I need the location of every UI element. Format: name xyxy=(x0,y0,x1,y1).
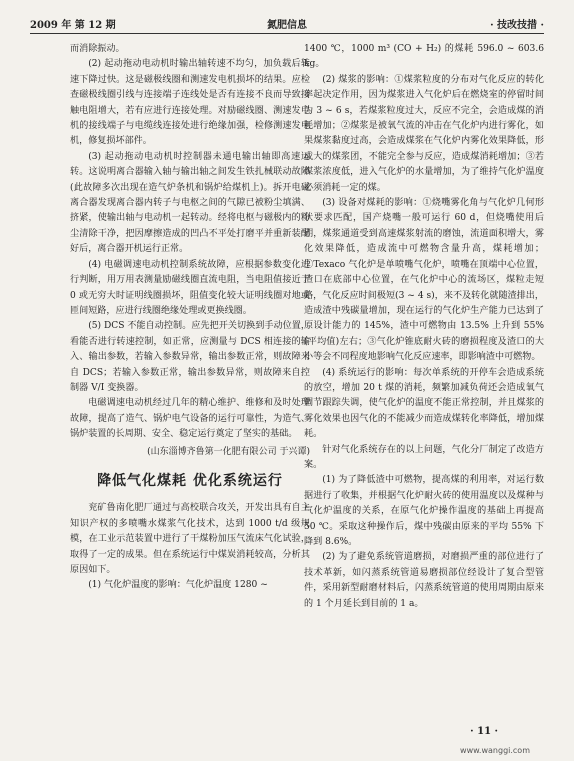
right-column xyxy=(304,42,544,612)
left-column xyxy=(70,42,310,594)
issue-label: 2009 年 第 12 期 xyxy=(30,19,116,31)
page-number: · 11 · xyxy=(470,726,498,737)
paragraph: 而消除振动。 xyxy=(70,44,125,54)
paragraph: 兖矿鲁南化肥厂通过与高校联合攻关，开发出具有自主知识产权的多喷嘴水煤浆气化技术，达到 1000 t/d 级规模，在工业示范装置中进行了干煤粉加压气流床气化试验，取得了一定的成果。但在系统运行中煤炭消耗较高，分析其原因如下。 xyxy=(70,503,310,575)
paragraph: (3) 起动拖动电动机时控制器未通电输出轴即高速运转。这说明离合器输入轴与输出轴之间发生铁扎械联动故障(此故障多次出现在造气炉条机和锅炉给煤机上)。拆开电磁离合器发现离合器内转子与电枢之间的气隙已被粉尘填满、挤紧，使输出轴与电动机一起转动。经将电枢与磁极内的粉尘清除干净，把因摩擦造成的凹凸不平处打磨平并重新装配好后，离合器开机运行正常。 xyxy=(70,151,310,255)
journal-title: 氮肥信息 xyxy=(267,19,307,31)
watermark: www.wanggi.com xyxy=(460,746,530,755)
article-title: 降低气化煤耗 优化系统运行 xyxy=(97,472,283,489)
section-label: · 技改技措 · xyxy=(490,19,544,31)
paragraph: 电磁调速电动机经过几年的精心维护、维修和及时处理故障，提高了造气、锅炉电气设备的运行可靠性，为造气、锅炉装置的长周期、安全、稳定运行奠定了坚实的基础。 xyxy=(70,398,310,440)
paragraph: (2) 煤浆的影响：①煤浆粒度的分布对气化反应的转化率起决定作用，因为煤浆进入气化炉后在燃烧室的停留时间为 3 ~ 6 s，若煤浆粒度过大，反应不完全，会造成煤的消耗增加；②煤浆是被氧气流的冲击在气化炉内进行雾化，如果煤浆黏度过高，会造成煤浆在气化炉内雾化效果降低，形成大的煤浆团，不能完全参与反应，造成煤消耗增加；③若煤浆浓度低，进入气化炉的水量增加，为了维持气化炉温度必须消耗一定的煤。 xyxy=(304,74,544,193)
paragraph: (1) 气化炉温度的影响：气化炉温度 1280 ~ xyxy=(88,580,268,591)
paragraph: 针对气化系统存在的以上问题，气化分厂制定了改造方案。 xyxy=(304,444,544,470)
paragraph: (4) 系统运行的影响：每次单系统的开停车会造成系统的放空，增加 20 t 煤的消耗，频繁加减负荷还会造成氧气调节跟踪失调，使气化炉的温度不能正常控制，并且煤浆的雾化效果也因气化的不能减少而造成煤转化率降低，增加煤耗。 xyxy=(304,367,544,440)
page-header xyxy=(30,14,544,32)
paragraph: (4) 电磁调速电动机控制系统故障，应根据参数变化进行判断，用万用表测量励磁线圈直流电阻，当电阻值接近于 0 或无穷大时证明线圈损坏，阻值变化较大证明线圈对地或匝间短路，应进行线圈绝缘处理或更换线圈。 xyxy=(70,259,310,316)
author-credit: (山东淄博齐鲁第一化肥有限公司 于兴谭) xyxy=(147,446,310,457)
paragraph: (5) DCS 不能自动控制。应先把开关切换到手动位置，看能否进行转速控制，如正常，应测量与 DCS 相连接的输入、输出参数，若输入参数异常，输出参数正常，则故障来自 DCS；若输入参数正常，输出参数异常，则故障来自控制器 V/I 变换器。 xyxy=(70,321,310,393)
paragraph: (3) 设备对煤耗的影响：①烧嘴雾化角与气化炉几何形状要求匹配，国产烧嘴一般可运行 60 d，但烧嘴使用后期，煤浆通道受到高速煤浆射流的磨蚀，流道面积增大，雾化效果降低，造成流中可燃物含量升高，煤耗增加；②Texaco 气化炉是单喷嘴气化炉，喷嘴在顶端中心位置，渣口在底部中心位置，在气化炉中心的流场区，煤粒走短路，气化反应时间极短(3 ~ 4 s)，来不及转化就随渣排出，造成渣中残碳量增加，现在运行的气化炉生产能力已达到了原设计能力的 145%，渣中可燃物由 13.5% 上升到 55%(平均值)左右；③气化炉锥底耐火砖的磨损程度及渣口的大小等会不同程度地影响气化反应速率，即影响渣中可燃物。 xyxy=(304,198,544,363)
paragraph: (2) 为了避免系统管道磨损，对磨损严重的部位进行了技术革新，如闪蒸系统管道易磨损部位经设计了复合型管件，采用新型耐磨材料后，闪蒸系统管道的使用周期由原来的 1 个月延长到目前的 1 a。 xyxy=(304,552,544,609)
header-rule xyxy=(30,33,544,34)
paragraph: (1) 为了降低渣中可燃物，提高煤的利用率，对运行数据进行了收集，并根据气化炉耐火砖的使用温度以及煤种与气化炉温度的关系，在原气化炉操作温度的基础上再提高 50 ℃。采取这种操作后，煤中残碳由原来的平均 55% 下降到 8.6%。 xyxy=(304,475,544,547)
paragraph: 1400 ℃，1000 m³ (CO + H₂) 的煤耗 596.0 ~ 603.6 kg。 xyxy=(304,44,544,70)
paragraph: (2) 起动拖动电动机时输出轴转速不均匀，加负载后转速下降过快。这是磁极线圈和测速发电机损坏的结果。应检查磁极线圈引线与连接端子连线处是否有连接不良而导致接触电阻增大，若有应进行连接处理。对励磁线圈、测速发电机的接线端子与电缆线连接处进行绝缘加强，检修测速发电机，修复损坏部件。 xyxy=(70,59,310,147)
